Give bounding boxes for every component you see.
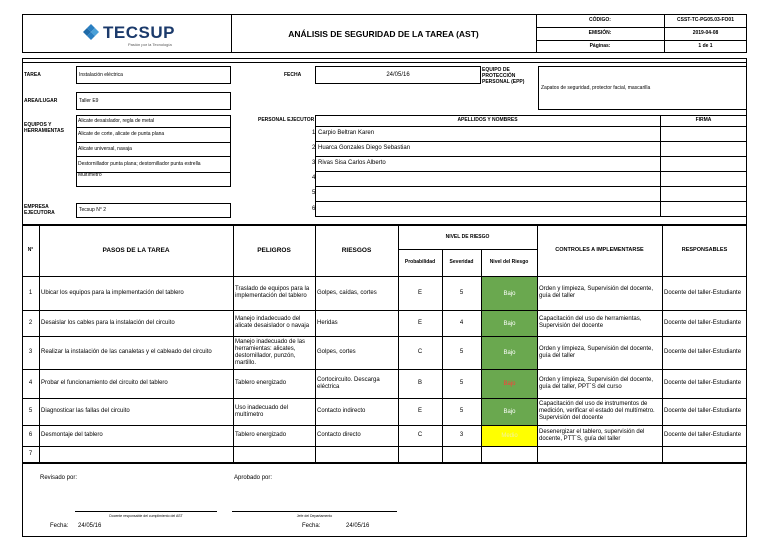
row-risk: Golpes, cortes: [317, 349, 356, 355]
tool-item: Alicate universal, navaja: [78, 145, 132, 152]
col-header-probability: Probabilidad: [404, 259, 436, 265]
personnel-number: 2: [312, 145, 316, 151]
row-risk: Contacto directo: [317, 432, 361, 438]
personnel-number: 1: [312, 130, 316, 136]
row-number: 6: [28, 432, 33, 438]
page-title: ANÁLISIS DE SEGURIDAD DE LA TAREA (AST): [288, 28, 479, 39]
tools-label: EQUIPOS Y HERRAMIENTAS: [24, 122, 64, 134]
row-control: Capacitación del uso de instrumentos de medición, verificar el estado del multímetro. Supervisión del docente: [539, 401, 655, 421]
personnel-name[interactable]: Carpio Beltran Karen: [318, 130, 375, 136]
col-header-hazards: PELIGROS: [257, 247, 291, 254]
tool-item: Alicate de corte, alicate de punta plana: [78, 131, 165, 137]
row-control: Orden y limpieza, Supervisión del docente, guía del taller: [539, 286, 654, 299]
emission-value: 2019-04-08: [692, 30, 719, 36]
row-hazard: Tablero energizado: [235, 432, 287, 438]
risk-level-badge: Medio: [482, 426, 537, 446]
row-hazard: Tablero energizado: [235, 380, 287, 386]
risk-level-badge: Bajo: [482, 370, 537, 398]
row-step: Desaislar los cables para la instalación del circuito: [41, 319, 175, 326]
row-severity: 5: [459, 380, 464, 386]
col-header-risks: RIESGOS: [341, 247, 372, 254]
approver-signature-line: [232, 511, 397, 512]
personnel-number: 3: [312, 160, 316, 166]
approval-date-value: 24/05/16: [346, 522, 370, 529]
date-field[interactable]: 24/05/16: [315, 66, 481, 84]
logo-tagline: Pasión por la Tecnología: [128, 42, 172, 47]
row-step: Probar el funcionamiento del circuito del tablero: [41, 380, 168, 386]
row-number: 1: [28, 289, 33, 296]
epp-field[interactable]: Zapatos de seguridad, protector facial, mascarilla: [538, 66, 747, 110]
row-responsible: Docente del taller-Estudiante: [664, 380, 742, 386]
pages-label: Páginas:: [589, 43, 611, 49]
row-step: Diagnosticar las fallas del circuito: [41, 408, 130, 414]
row-hazard: Traslado de equipos para la implementación del tablero: [235, 286, 310, 299]
personnel-number: 4: [312, 175, 316, 181]
row-control: Orden y limpieza, Supervisión del docente, guía del taller, PPT´S del curso: [539, 376, 654, 390]
row-number: 3: [28, 349, 33, 355]
company-logo: [80, 22, 200, 48]
approval-date-label: Fecha:: [302, 522, 321, 529]
review-date-value: 24/05/16: [78, 522, 102, 529]
names-header: APELLIDOS Y NOMBRES: [457, 117, 518, 123]
risk-level-badge: Bajo: [482, 277, 537, 310]
personnel-number: 6: [312, 205, 316, 212]
row-risk: Golpes, caídas, cortes: [317, 289, 377, 296]
emission-label: EMISIÓN:: [588, 30, 612, 36]
row-hazard: Manejo inadecuado de las herramientas: alicates, destornillador, punzón, martillo.: [235, 338, 306, 366]
row-responsible: Docente del taller-Estudiante: [664, 319, 742, 326]
col-header-responsible: RESPONSABLES: [681, 247, 728, 253]
logo-text: TECSUP: [103, 23, 175, 42]
col-header-number: N°: [27, 247, 34, 253]
date-label: FECHA: [284, 71, 302, 78]
row-probability: B: [417, 380, 422, 386]
task-field[interactable]: Instalación eléctrica: [76, 66, 231, 84]
risk-level-badge: Bajo: [482, 337, 537, 369]
area-field[interactable]: Taller E9: [76, 92, 231, 110]
tool-item: Destornillador punta plana; destornillador punta estrella: [78, 161, 201, 167]
row-number: 2: [28, 319, 33, 326]
row-number: 7: [28, 451, 33, 457]
row-severity: 5: [459, 408, 464, 414]
row-step: Desmontaje del tablero: [41, 432, 103, 438]
row-severity: 3: [459, 432, 464, 438]
row-probability: E: [417, 289, 422, 296]
row-step: Realizar la instalación de las canaletas y el cableado del circuito: [41, 349, 212, 355]
personnel-name[interactable]: [316, 201, 660, 217]
company-label: EMPRESA EJECUTORA: [24, 204, 55, 216]
row-probability: E: [417, 408, 422, 414]
row-probability: C: [417, 432, 423, 438]
task-label: TAREA: [24, 71, 41, 78]
row-control: Orden y limpieza, Supervisión del docente, guía del taller: [539, 345, 654, 359]
company-field[interactable]: Tecsup N° 2: [76, 203, 231, 218]
personnel-name[interactable]: [316, 171, 660, 186]
approver-role: Jefe del Departamento: [296, 513, 333, 518]
row-number: 4: [28, 380, 33, 386]
review-date-label: Fecha:: [50, 522, 69, 529]
tool-item: Multímetro: [78, 172, 102, 178]
area-label: AREA/LUGAR: [24, 97, 58, 104]
row-responsible: Docente del taller-Estudiante: [664, 349, 742, 355]
row-hazard: Manejo indadecuado del alicate desaislador o navaja: [235, 316, 310, 329]
row-control: Capacitación del uso de herramientas, Supervisión del docente: [539, 316, 642, 329]
personnel-name[interactable]: Rivas Sisa Carlos Alberto: [318, 160, 386, 166]
row-step: Ubicar los equipos para la implementación del tablero: [41, 289, 184, 296]
personnel-name[interactable]: Huarca Gonzales Diego Sebastian: [318, 145, 411, 151]
risk-level-badge: Bajo: [482, 311, 537, 336]
row-responsible: Docente del taller-Estudiante: [664, 289, 742, 296]
personnel-name[interactable]: [316, 186, 660, 201]
row-probability: E: [417, 319, 422, 326]
personnel-number: 5: [312, 190, 316, 196]
row-responsible: Docente del taller-Estudiante: [664, 408, 742, 414]
row-control: Desenergizar el tablero, supervisión del docente, PTT´S, guía del taller: [539, 428, 645, 442]
pages-value: 1 de 1: [698, 43, 713, 49]
row-responsible: Docente del taller-Estudiante: [664, 432, 742, 438]
row-risk: Heridas: [317, 319, 338, 326]
row-number: 5: [28, 408, 33, 414]
row-risk: Cortocircuito. Descarga eléctrica: [317, 376, 380, 390]
reviewer-role: Docente responsable del cumplimiento del AST: [109, 513, 183, 518]
reviewer-signature-line: [75, 511, 217, 512]
row-severity: 5: [459, 289, 464, 296]
epp-label: EQUIPO DE PROTECCIÓN PERSONAL (EPP): [482, 67, 525, 85]
col-header-severity: Severidad: [449, 259, 474, 265]
row-severity: 4: [459, 319, 464, 326]
col-header-level: Nivel del Riesgo: [489, 259, 529, 265]
row-risk: Contacto indirecto: [317, 408, 366, 414]
code-label: CÓDIGO:: [589, 17, 611, 23]
executor-label: PERSONAL EJECUTOR: [258, 116, 315, 123]
col-header-steps: PASOS DE LA TAREA: [102, 247, 170, 254]
row-severity: 5: [459, 349, 464, 355]
row-hazard: Uso inadecuado del multímetro: [235, 404, 289, 418]
approved-label: Aprobado por:: [234, 474, 273, 481]
tool-item: Alicate desaislador, regla de metal: [78, 117, 155, 124]
logo-icon: [80, 24, 102, 44]
row-probability: C: [417, 349, 423, 355]
signature-header: FIRMA: [695, 117, 712, 123]
reviewed-label: Revisado por:: [40, 474, 78, 481]
code-value: CSST-TC-PG05.03-FO01: [677, 17, 734, 23]
col-header-risk-level: NIVEL DE RIESGO: [445, 233, 490, 240]
col-header-controls: CONTROLES A IMPLEMENTARSE: [555, 247, 644, 253]
risk-level-badge: Bajo: [482, 399, 537, 425]
